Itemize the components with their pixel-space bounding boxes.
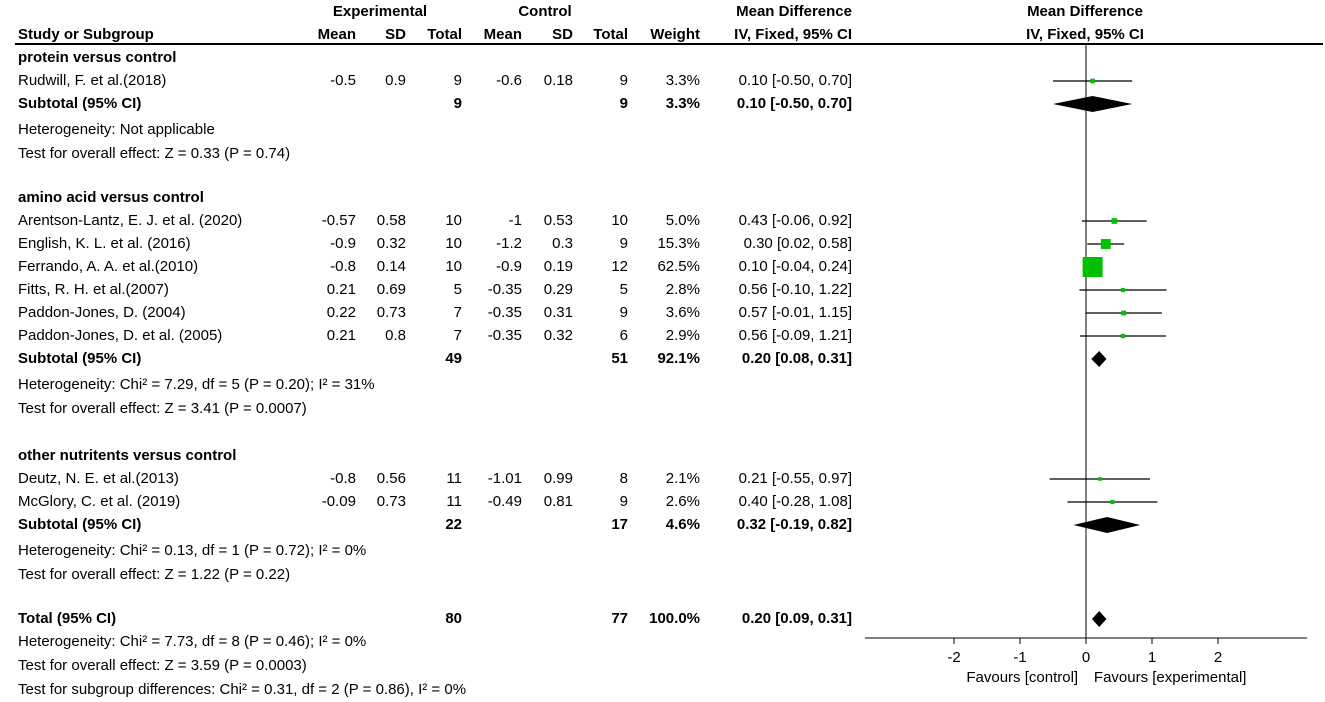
subtotal-ci: 0.10 [-0.50, 0.70] (736, 95, 852, 112)
study-name: Rudwill, F. et al.(2018) (18, 72, 167, 89)
ctl-sd-header: SD (552, 26, 573, 43)
weight-cell: 15.3% (657, 235, 700, 252)
study-point-square (1121, 288, 1125, 292)
subtotal-ci: 0.32 [-0.19, 0.82] (736, 516, 852, 533)
exp-mean-header: Mean (317, 26, 356, 43)
ctl-sd-cell: 0.3 (552, 235, 573, 252)
overall-effect-text: Test for overall effect: Z = 0.33 (P = 0.74) (18, 145, 291, 162)
exp-total-cell: 10 (445, 212, 462, 229)
exp-sd-cell: 0.8 (385, 327, 406, 344)
heterogeneity-text: Heterogeneity: Chi² = 7.29, df = 5 (P = 0.20); I² = 31% (18, 376, 375, 393)
ci-cell: 0.56 [-0.09, 1.21] (738, 327, 852, 344)
ctl-mean-cell: -0.35 (487, 281, 522, 298)
ctl-total-cell: 12 (611, 258, 628, 275)
ci-cell: 0.30 [0.02, 0.58] (743, 235, 852, 252)
exp-total-cell: 10 (445, 235, 462, 252)
weight-cell: 5.0% (665, 212, 700, 229)
exp-total-cell: 9 (453, 72, 462, 89)
total-diamond (1092, 611, 1107, 627)
study-point-square (1090, 79, 1095, 84)
study-point-square (1121, 334, 1125, 338)
subtotal-ci: 0.20 [0.08, 0.31] (741, 350, 852, 367)
subtotal-label: Subtotal (95% CI) (18, 350, 142, 367)
subtotal-weight: 3.3% (665, 95, 700, 112)
heterogeneity-text: Heterogeneity: Chi² = 0.13, df = 1 (P = 0.72); I² = 0% (18, 542, 367, 559)
subtotal-exp-total: 49 (445, 350, 462, 367)
exp-total-cell: 10 (445, 258, 462, 275)
ci-cell: 0.40 [-0.28, 1.08] (738, 493, 852, 510)
subtotal-exp-total: 22 (445, 516, 462, 533)
subgroup-differences-text: Test for subgroup differences: Chi² = 0.31, df = 2 (P = 0.86), I² = 0% (18, 681, 467, 698)
study-point-square (1098, 477, 1102, 481)
exp-mean-cell: 0.21 (326, 281, 356, 298)
study-point-square (1112, 218, 1118, 224)
study-point-square (1121, 311, 1126, 316)
ctl-total-cell: 5 (619, 281, 628, 298)
exp-total-cell: 11 (446, 470, 462, 487)
subtotal-ctl-total: 9 (619, 95, 628, 112)
total-ctl-total: 77 (611, 610, 628, 627)
ctl-mean-cell: -1.01 (487, 470, 522, 487)
overall-effect-text: Test for overall effect: Z = 3.41 (P = 0.0007) (18, 400, 307, 417)
weight-cell: 2.6% (665, 493, 700, 510)
ctl-sd-cell: 0.53 (543, 212, 573, 229)
axis-tick-label: 1 (1147, 649, 1157, 666)
weight-cell: 62.5% (657, 258, 700, 275)
weight-cell: 2.8% (665, 281, 700, 298)
study-name: Deutz, N. E. et al.(2013) (18, 470, 179, 487)
exp-mean-cell: -0.57 (321, 212, 356, 229)
subgroup-title: other nutritents versus control (18, 447, 237, 464)
plot-method-header: IV, Fixed, 95% CI (1026, 26, 1144, 43)
exp-mean-cell: 0.21 (326, 327, 356, 344)
study-name: Arentson-Lantz, E. J. et al. (2020) (18, 212, 243, 229)
study-name: McGlory, C. et al. (2019) (18, 493, 181, 510)
total-overall-effect-text: Test for overall effect: Z = 3.59 (P = 0.0003) (18, 657, 307, 674)
ctl-mean-cell: -0.9 (496, 258, 522, 275)
exp-total-cell: 7 (453, 327, 462, 344)
exp-mean-cell: -0.8 (330, 470, 356, 487)
ctl-sd-cell: 0.19 (543, 258, 573, 275)
ctl-sd-cell: 0.99 (543, 470, 573, 487)
subtotal-weight: 4.6% (665, 516, 700, 533)
subtotal-weight: 92.1% (657, 350, 700, 367)
total-heterogeneity-text: Heterogeneity: Chi² = 7.73, df = 8 (P = 0.46); I² = 0% (18, 633, 367, 650)
ci-cell: 0.10 [-0.04, 0.24] (738, 258, 852, 275)
exp-total-cell: 11 (446, 493, 462, 510)
ctl-sd-cell: 0.18 (543, 72, 573, 89)
total-ci: 0.20 [0.09, 0.31] (741, 610, 852, 627)
ctl-total-cell: 6 (619, 327, 628, 344)
ctl-total-cell: 9 (619, 235, 628, 252)
subtotal-diamond (1053, 96, 1132, 112)
ctl-mean-cell: -1.2 (496, 235, 522, 252)
axis-tick-label: -1 (1013, 649, 1027, 666)
weight-cell: 2.1% (665, 470, 700, 487)
subgroup-title: amino acid versus control (18, 189, 204, 206)
control-group-header: Control (518, 3, 572, 20)
exp-mean-cell: 0.22 (326, 304, 356, 321)
weight-header: Weight (650, 26, 700, 43)
ctl-sd-cell: 0.31 (543, 304, 573, 321)
subgroup-title: protein versus control (18, 49, 177, 66)
exp-mean-cell: -0.5 (330, 72, 356, 89)
exp-total-cell: 7 (453, 304, 462, 321)
exp-sd-cell: 0.69 (376, 281, 406, 298)
exp-sd-cell: 0.14 (376, 258, 406, 275)
ctl-mean-cell: -1 (508, 212, 522, 229)
ci-cell: 0.21 [-0.55, 0.97] (738, 470, 852, 487)
exp-total-header: Total (427, 26, 462, 43)
ctl-total-cell: 9 (619, 72, 628, 89)
md-group-header: Mean Difference (736, 3, 852, 20)
forest-plot-graph (860, 40, 1320, 702)
study-name: Paddon-Jones, D. et al. (2005) (18, 327, 223, 344)
study-point-square (1101, 239, 1111, 249)
ctl-sd-cell: 0.32 (543, 327, 573, 344)
weight-cell: 3.6% (665, 304, 700, 321)
heterogeneity-text: Heterogeneity: Not applicable (18, 121, 215, 138)
study-name: Fitts, R. H. et al.(2007) (18, 281, 169, 298)
exp-sd-header: SD (385, 26, 406, 43)
exp-total-cell: 5 (453, 281, 462, 298)
ctl-total-header: Total (593, 26, 628, 43)
md-method-header: IV, Fixed, 95% CI (734, 26, 852, 43)
ctl-sd-cell: 0.29 (543, 281, 573, 298)
exp-mean-cell: -0.8 (330, 258, 356, 275)
ctl-mean-cell: -0.35 (487, 304, 522, 321)
ci-cell: 0.43 [-0.06, 0.92] (738, 212, 852, 229)
subtotal-label: Subtotal (95% CI) (18, 95, 142, 112)
total-weight: 100.0% (649, 610, 700, 627)
ctl-total-cell: 9 (619, 304, 628, 321)
ctl-total-cell: 8 (619, 470, 628, 487)
study-name: Ferrando, A. A. et al.(2010) (18, 258, 199, 275)
ci-cell: 0.56 [-0.10, 1.22] (738, 281, 852, 298)
exp-sd-cell: 0.56 (376, 470, 406, 487)
study-name: English, K. L. et al. (2016) (18, 235, 191, 252)
total-label: Total (95% CI) (18, 610, 117, 627)
exp-mean-cell: -0.9 (330, 235, 356, 252)
study-point-square (1083, 257, 1103, 277)
weight-cell: 2.9% (665, 327, 700, 344)
subtotal-ctl-total: 17 (611, 516, 628, 533)
ctl-mean-cell: -0.49 (487, 493, 522, 510)
total-exp-total: 80 (445, 610, 462, 627)
axis-tick-label: 0 (1081, 649, 1091, 666)
exp-mean-cell: -0.09 (321, 493, 356, 510)
axis-tick-label: 2 (1213, 649, 1223, 666)
study-column-header: Study or Subgroup (18, 26, 154, 43)
favours-experimental-label: Favours [experimental] (1093, 669, 1247, 686)
ctl-mean-cell: -0.6 (496, 72, 522, 89)
subtotal-label: Subtotal (95% CI) (18, 516, 142, 533)
weight-cell: 3.3% (665, 72, 700, 89)
exp-sd-cell: 0.9 (385, 72, 406, 89)
ctl-mean-header: Mean (483, 26, 522, 43)
exp-sd-cell: 0.73 (376, 304, 406, 321)
subtotal-exp-total: 9 (453, 95, 462, 112)
ctl-total-cell: 9 (619, 493, 628, 510)
exp-sd-cell: 0.58 (376, 212, 406, 229)
ctl-sd-cell: 0.81 (543, 493, 573, 510)
ci-cell: 0.10 [-0.50, 0.70] (738, 72, 852, 89)
subtotal-diamond (1073, 517, 1140, 533)
ci-cell: 0.57 [-0.01, 1.15] (738, 304, 852, 321)
study-point-square (1110, 500, 1114, 504)
ctl-total-cell: 10 (611, 212, 628, 229)
ctl-mean-cell: -0.35 (487, 327, 522, 344)
exp-sd-cell: 0.32 (376, 235, 406, 252)
study-name: Paddon-Jones, D. (2004) (18, 304, 186, 321)
overall-effect-text: Test for overall effect: Z = 1.22 (P = 0.22) (18, 566, 291, 583)
subtotal-ctl-total: 51 (611, 350, 628, 367)
axis-tick-label: -2 (947, 649, 961, 666)
favours-control-label: Favours [control] (966, 669, 1079, 686)
subtotal-diamond (1091, 351, 1106, 367)
plot-group-header: Mean Difference (1027, 3, 1143, 20)
experimental-group-header: Experimental (332, 3, 428, 20)
exp-sd-cell: 0.73 (376, 493, 406, 510)
